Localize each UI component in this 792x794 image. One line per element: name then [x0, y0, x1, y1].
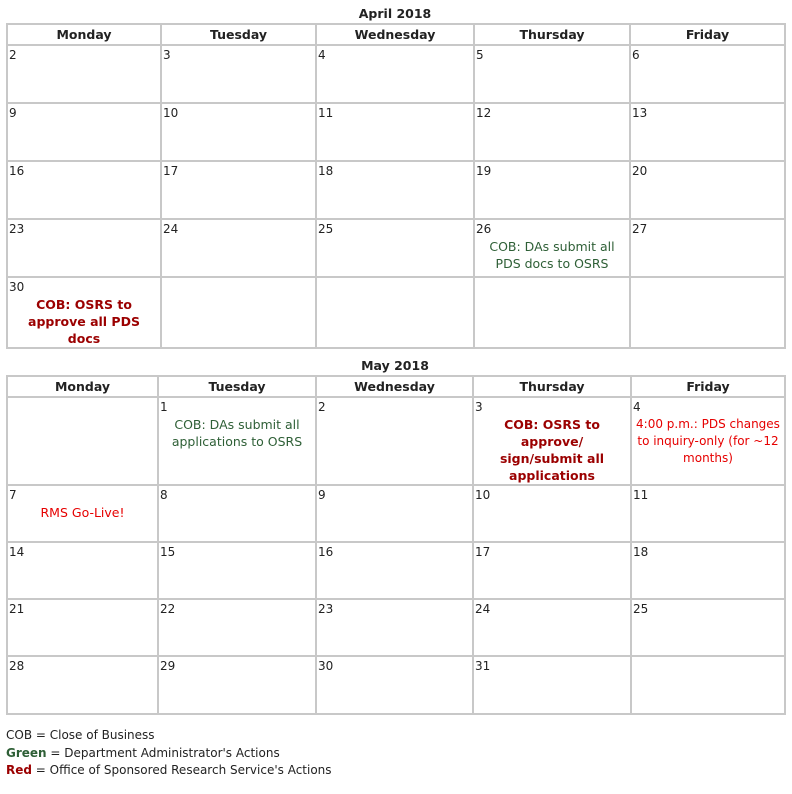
may-week-4	[7, 599, 785, 656]
day-number: 13	[632, 106, 648, 120]
legend-red	[6, 762, 332, 780]
day-number: 8	[160, 488, 168, 502]
event-osrs-approve-applications: COB: OSRS to approve/ sign/submit all applications	[499, 417, 605, 483]
day-cell-empty	[161, 277, 316, 348]
legend-cob: COB = Close of Business	[6, 728, 155, 742]
day-number: 1	[160, 400, 168, 414]
day-number: 16	[318, 545, 334, 559]
day-cell	[7, 599, 158, 656]
day-number	[632, 657, 784, 659]
header-thursday: Thursday	[473, 376, 631, 397]
day-cell	[316, 656, 473, 714]
day-number: 18	[318, 164, 334, 178]
legend-green	[6, 745, 332, 763]
legend-red-desc: = Office of Sponsored Research Service's Actions	[31, 763, 332, 777]
day-number: 3	[475, 400, 483, 414]
day-number: 11	[633, 488, 649, 502]
day-number: 25	[318, 222, 334, 236]
day-cell	[7, 219, 161, 277]
april-week-4	[7, 219, 785, 277]
day-cell	[316, 397, 473, 485]
day-number: 9	[318, 488, 326, 502]
day-cell	[473, 542, 631, 599]
day-cell	[473, 599, 631, 656]
day-cell	[7, 656, 158, 714]
day-cell	[474, 103, 630, 161]
legend-red-word: Red	[6, 763, 32, 777]
day-cell	[316, 599, 473, 656]
day-number: 24	[163, 222, 179, 236]
day-number: 3	[163, 48, 171, 62]
day-cell	[473, 397, 631, 485]
day-cell-empty	[631, 656, 785, 714]
may-header-row	[7, 376, 785, 397]
may-table	[6, 375, 786, 715]
day-number: 26	[476, 222, 492, 236]
day-number: 31	[475, 659, 491, 673]
april-week-1	[7, 45, 785, 103]
day-number	[8, 398, 157, 400]
legend-green-word: Green	[6, 745, 47, 760]
day-cell	[474, 219, 630, 277]
day-cell-empty	[316, 277, 474, 348]
day-cell	[316, 103, 474, 161]
day-number: 14	[9, 545, 25, 559]
day-cell	[631, 397, 785, 485]
day-cell	[161, 161, 316, 219]
day-number: 12	[476, 106, 492, 120]
april-week-5	[7, 277, 785, 348]
day-cell	[316, 542, 473, 599]
day-number: 11	[318, 106, 334, 120]
april-calendar	[6, 5, 786, 349]
day-cell	[630, 103, 785, 161]
day-cell	[316, 45, 474, 103]
may-week-5	[7, 656, 785, 714]
april-week-3	[7, 161, 785, 219]
day-number: 5	[476, 48, 484, 62]
day-number: 10	[475, 488, 491, 502]
day-number: 4	[318, 48, 326, 62]
event-pds-inquiry-only: 4:00 p.m.: PDS changes to inquiry-only (for ~12 months)	[636, 417, 780, 465]
day-number: 23	[9, 222, 25, 236]
day-cell	[316, 485, 473, 542]
header-wednesday: Wednesday	[316, 376, 473, 397]
april-title: April 2018	[358, 6, 432, 21]
day-number: 4	[633, 400, 641, 414]
day-number: 25	[633, 602, 649, 616]
day-number: 24	[475, 602, 491, 616]
event-da-submit-applications: COB: DAs submit all applications to OSRS	[171, 417, 303, 449]
day-number: 27	[632, 222, 648, 236]
day-number: 28	[9, 659, 25, 673]
day-cell	[7, 103, 161, 161]
day-number: 22	[160, 602, 176, 616]
day-number: 21	[9, 602, 25, 616]
day-cell	[158, 485, 316, 542]
header-monday: Monday	[7, 376, 158, 397]
day-number: 16	[9, 164, 25, 178]
day-cell	[161, 103, 316, 161]
day-cell	[158, 656, 316, 714]
header-tuesday: Tuesday	[161, 24, 316, 45]
day-cell	[7, 485, 158, 542]
event-osrs-approve-pds-docs: COB: OSRS to approve all PDS docs	[28, 297, 140, 346]
day-number: 9	[9, 106, 17, 120]
day-cell	[474, 45, 630, 103]
may-week-3	[7, 542, 785, 599]
day-cell	[158, 599, 316, 656]
day-number: 30	[9, 280, 25, 294]
day-cell	[630, 161, 785, 219]
day-number: 2	[318, 400, 326, 414]
may-week-1	[7, 397, 785, 485]
day-cell	[473, 485, 631, 542]
header-tuesday: Tuesday	[158, 376, 316, 397]
day-cell	[158, 542, 316, 599]
day-cell	[161, 219, 316, 277]
event-rms-go-live: RMS Go-Live!	[40, 505, 125, 520]
day-number: 20	[632, 164, 648, 178]
day-number: 29	[160, 659, 176, 673]
day-cell	[631, 485, 785, 542]
day-cell-empty	[474, 277, 630, 348]
day-number: 17	[163, 164, 179, 178]
day-cell	[473, 656, 631, 714]
legend-green-desc: = Department Administrator's Actions	[46, 745, 280, 760]
day-number: 19	[476, 164, 492, 178]
day-cell	[631, 599, 785, 656]
day-cell	[630, 219, 785, 277]
header-wednesday: Wednesday	[316, 24, 474, 45]
day-cell	[474, 161, 630, 219]
may-week-2	[7, 485, 785, 542]
day-cell	[7, 45, 161, 103]
header-friday: Friday	[630, 24, 785, 45]
april-table	[6, 23, 786, 349]
day-cell	[7, 161, 161, 219]
april-week-2	[7, 103, 785, 161]
day-number: 10	[163, 106, 179, 120]
day-number: 7	[9, 488, 17, 502]
header-friday: Friday	[631, 376, 785, 397]
april-header-row	[7, 24, 785, 45]
day-number: 6	[632, 48, 640, 62]
day-cell	[161, 45, 316, 103]
legend	[6, 727, 332, 780]
day-number: 23	[318, 602, 334, 616]
day-number: 2	[9, 48, 17, 62]
day-cell	[7, 277, 161, 348]
day-cell-empty	[7, 397, 158, 485]
day-cell	[158, 397, 316, 485]
day-cell-empty	[630, 277, 785, 348]
day-cell	[7, 542, 158, 599]
day-cell	[316, 161, 474, 219]
header-thursday: Thursday	[474, 24, 630, 45]
header-monday: Monday	[7, 24, 161, 45]
event-da-submit-pds-docs: COB: DAs submit all PDS docs to OSRS	[489, 239, 615, 271]
may-calendar	[6, 357, 786, 715]
day-number: 18	[633, 545, 649, 559]
day-number: 15	[160, 545, 176, 559]
day-cell	[316, 219, 474, 277]
day-number: 17	[475, 545, 491, 559]
may-title: May 2018	[361, 358, 429, 373]
day-cell	[631, 542, 785, 599]
day-number: 30	[318, 659, 334, 673]
day-cell	[630, 45, 785, 103]
